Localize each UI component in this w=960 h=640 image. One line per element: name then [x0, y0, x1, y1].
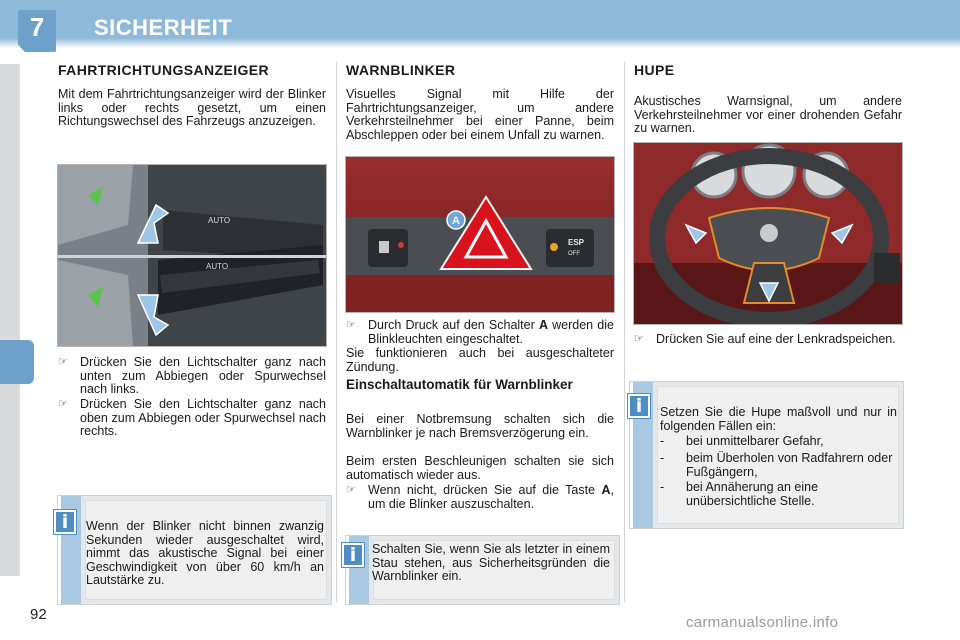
- pointing-hand-icon: ☞: [58, 398, 68, 410]
- info-text-hazard: Schalten Sie, wenn Sie als letzter in einem Stau stehen, aus Sicherheitsgründen die Warnblinker ein.: [372, 542, 610, 583]
- horn-case-overtaking: - beim Überholen von Radfahrern oder Fußgängern,: [660, 451, 893, 479]
- auto-hazard-p1: Bei einer Notbremsung schalten sich die Warnblinker je nach Bremsverzögerung ein.: [346, 412, 614, 440]
- info-text-turn-signals: Wenn der Blinker nicht binnen zwanzig Sekunden wieder ausgeschaltet wird, nimmt das akustische Signal bei einer Geschwindigkeit von über 60 km/h an Lautstärke zu.: [86, 519, 324, 587]
- hazard-photo: [345, 156, 615, 313]
- section-title-hazard: WARNBLINKER: [346, 62, 456, 78]
- info-icon: i: [628, 394, 650, 418]
- horn-case-blind-spot: - bei Annäherung an eine unübersichtliche Stelle.: [660, 480, 819, 508]
- horn-case-danger: - bei unmittelbarer Gefahr,: [660, 434, 824, 448]
- marker-a: A: [452, 215, 460, 227]
- turn-right-step: ☞ Drücken Sie den Lichtschalter ganz nach oben zum Abbiegen oder Spurwechsel nach rechts.: [58, 397, 326, 438]
- turn-left-step: ☞ Drücken Sie den Lichtschalter ganz nach unten zum Abbiegen oder Spurwechsel nach links.: [58, 355, 326, 396]
- auto-label: AUTO: [206, 262, 229, 271]
- off-label: OFF: [568, 251, 580, 257]
- pointing-hand-icon: ☞: [346, 319, 356, 331]
- horn-step: ☞ Drücken Sie auf eine der Lenkradspeichen.: [634, 332, 896, 346]
- turn-signals-intro: Mit dem Fahrtrichtungsanzeiger wird der Blinker links oder rechts gesetzt, um einen Richtungswechsel des Fahrzeugs anzuzeigen.: [58, 87, 326, 128]
- hazard-off-step: ☞ Wenn nicht, drücken Sie auf die Taste A, um die Blinker auszuschalten.: [346, 483, 614, 511]
- auto-hazard-p2: Beim ersten Beschleunigen schalten sie sich automatisch wieder aus.: [346, 454, 614, 482]
- side-bar: [0, 64, 20, 576]
- section-title-turn-signals: FAHRTRICHTUNGSANZEIGER: [58, 62, 270, 78]
- hazard-on-step: ☞ Durch Druck auf den Schalter A werden die Blinkleuchten eingeschaltet.: [346, 318, 614, 346]
- section-title-horn: HUPE: [634, 62, 675, 78]
- esp-label: ESP: [568, 238, 585, 247]
- column-divider: [336, 62, 337, 602]
- auto-label: AUTO: [208, 216, 231, 225]
- page-title: SICHERHEIT: [94, 15, 233, 40]
- stalk-photo: [57, 164, 327, 347]
- hazard-ignition-note: Sie funktionieren auch bei ausgeschalteter Zündung.: [346, 346, 614, 374]
- watermark: carmanualsonline.info: [686, 614, 839, 631]
- pointing-hand-icon: ☞: [58, 356, 68, 368]
- horn-intro: Akustisches Warnsignal, um andere Verkehrsteilnehmer vor einer drohenden Gefahr zu warnen.: [634, 94, 902, 135]
- column-divider: [624, 62, 625, 602]
- chapter-number: 7: [29, 12, 45, 42]
- info-icon: i: [342, 543, 364, 567]
- info-text-horn-intro: Setzen Sie die Hupe maßvoll und nur in folgenden Fällen ein:: [660, 405, 897, 433]
- pointing-hand-icon: ☞: [634, 333, 644, 345]
- pointing-hand-icon: ☞: [346, 484, 356, 496]
- page-number: 92: [30, 606, 47, 623]
- hazard-intro: Visuelles Signal mit Hilfe der Fahrtrichtungsanzeiger, um andere Verkehrsteilnehmer bei einer Panne, beim Abschleppen oder bei einem Unfall zu warnen.: [346, 87, 614, 142]
- auto-hazard-title: Einschaltautomatik für Warnblinker: [346, 377, 573, 392]
- info-icon: i: [54, 510, 76, 534]
- steering-wheel-photo: [633, 142, 903, 325]
- chapter-side-tab: [0, 340, 34, 384]
